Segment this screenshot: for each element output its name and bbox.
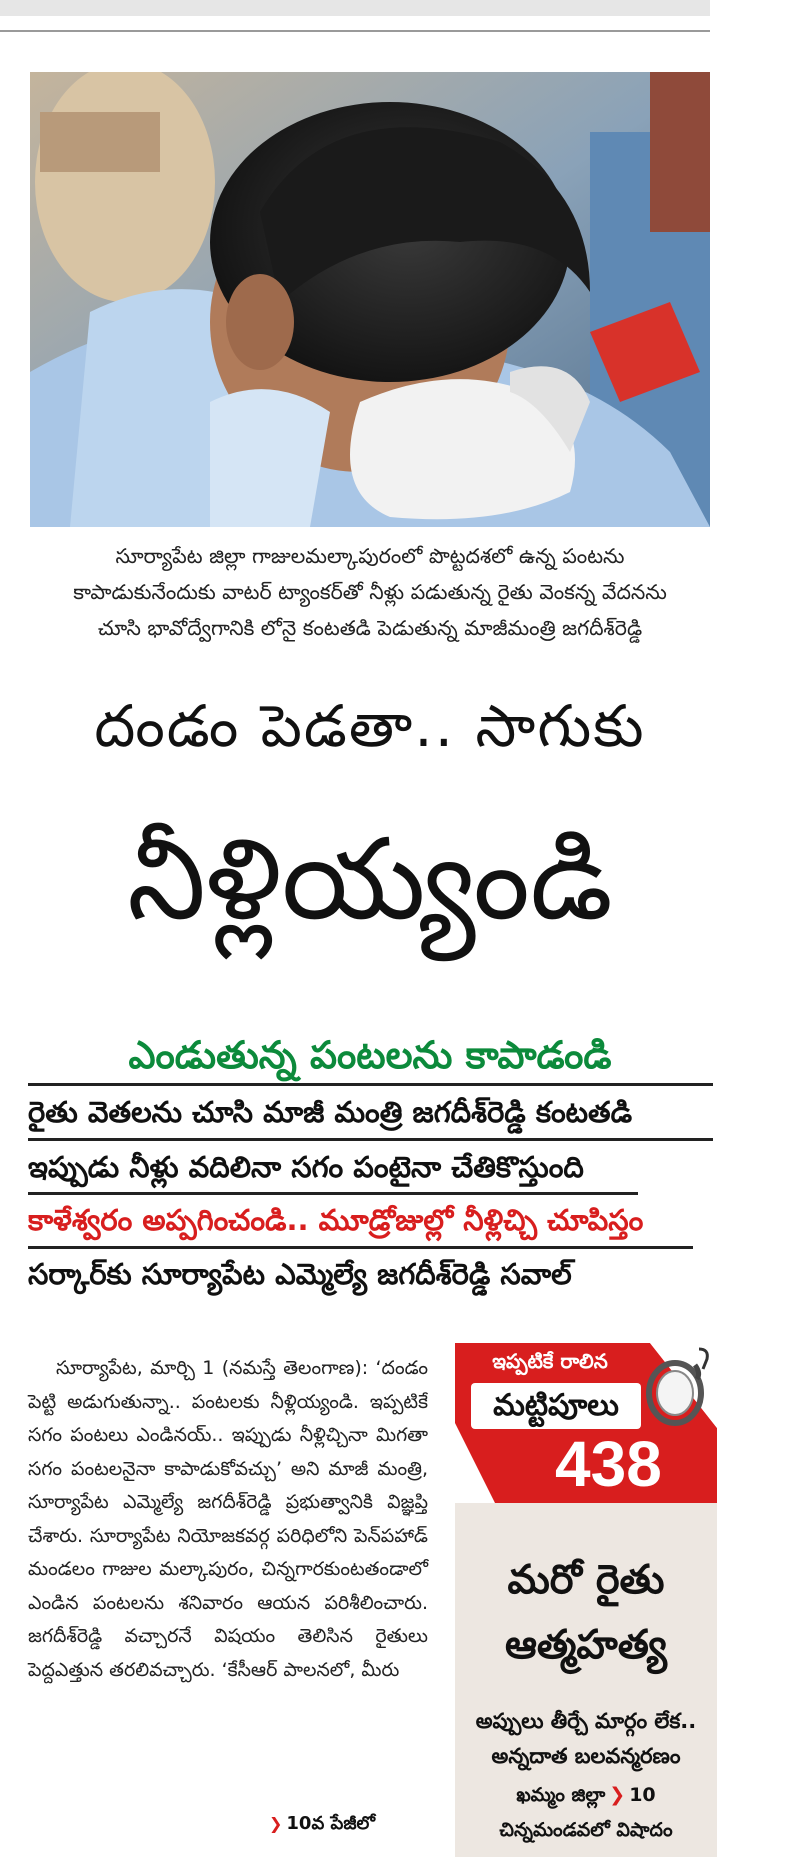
deck-divider — [28, 1192, 638, 1195]
box-label-1: ఇప్పటికే రాలిన — [492, 1349, 608, 1373]
headline-line-1: దండం పెడతా.. సాగుకు — [94, 692, 646, 760]
photo-caption — [30, 538, 710, 646]
continue-arrow-icon: ❯ — [269, 1814, 283, 1833]
deck-line-4: సర్కార్‌కు సూర్యాపేట ఎమ్మెల్యే జగదీశ్‌రెడ్డి సవాల్ — [28, 1257, 572, 1291]
article-body — [28, 1352, 428, 1687]
news-photo — [30, 72, 710, 527]
panel-title-1: మరో రైతు — [507, 1557, 665, 1603]
caption-line: సూర్యాపేట జిల్లా గాజులమల్కాపురంలో పొట్టదశలో ఉన్న పంటను — [115, 544, 625, 568]
caption-line: చూసి భావోద్వేగానికి లోనై కంటతడి పెడుతున్న మాజీమంత్రి జగదీశ్‌రెడ్డి — [97, 616, 643, 640]
panel-subtitle-1: అప్పులు తీర్చే మార్గం లేక.. — [475, 1709, 697, 1733]
page-arrow-icon: ❯ — [609, 1784, 626, 1806]
continued-page-text: 10వ పేజీలో — [286, 1813, 375, 1834]
deck-divider — [28, 1246, 693, 1249]
headline-line-2: నీళ్లియ్యండి — [127, 815, 613, 945]
caption-line: కాపాడుకునేందుకు వాటర్ ట్యాంకర్‌తో నీళ్లు పడుతున్న రైతు వెంకన్న వేదనను — [73, 580, 667, 604]
continued-reference — [269, 1813, 375, 1838]
page-top-band — [0, 0, 710, 16]
panel-location: చిన్నమండవలో విషాదం — [499, 1819, 673, 1841]
article-paragraph: సూర్యాపేట, మార్చి 1 (నమస్తే తెలంగాణ): ‘దండం పెట్టి అడుగుతున్నా.. పంటలకు నీళ్లియ్యండి. ఇప్పటికే సగం పంటలు ఎండినయ్‌.. ఇప్పుడు నీళ్లిచ్చినా మిగతా సగం పంటలనైనా కాపాడుకోవచ్చు’ అని మాజీ మంత్రి, సూర్యాపేట ఎమ్మెల్యే జగదీశ్‌రెడ్డి ప్రభుత్వానికి విజ్ఞప్తి చేశారు. సూర్యాపేట నియోజకవర్గ పరిధిలోని పెన్‌పహాడ్‌ మండలం గాజుల మల్కాపురం, చిన్నగారకుంటతండాలో ఎండిన పంటలను శనివారం ఆయన పరిశీలించారు. జగదీశ్‌రెడ్డి వచ్చారనే విషయం తెలిసిన రైతులు పెద్దఎత్తున తరలివచ్చారు. ‘కేసీఆర్‌ పాలనలో, మీరు — [28, 1357, 428, 1681]
deck-divider — [28, 1138, 713, 1141]
deck-line-3: కాళేశ్వరం అప్పగించండి.. మూడ్రోజుల్లో నీళ్లిచ్చి చూపిస్తం — [28, 1203, 644, 1237]
deck-divider — [28, 1083, 713, 1086]
noose-icon — [637, 1345, 715, 1429]
panel-subtitle-2: అన్నదాత బలవన్మరణం — [491, 1744, 681, 1768]
panel-page-reference — [455, 1780, 717, 1810]
farm-deaths-box — [455, 1343, 717, 1503]
death-count: 438 — [555, 1428, 662, 1500]
panel-ref-text: ఖమ్మం జిల్లా — [516, 1784, 606, 1806]
deck-line-1: రైతు వెతలను చూసి మాజీ మంత్రి జగదీశ్‌రెడ్డి కంటతడి — [28, 1095, 633, 1129]
panel-title-2: ఆత్మహత్య — [505, 1622, 667, 1668]
top-divider — [0, 30, 710, 32]
panel-ref-page: 10 — [629, 1784, 656, 1806]
subheadline: ఎండుతున్న పంటలను కాపాడండి — [128, 1033, 612, 1077]
deck-line-2: ఇప్పుడు నీళ్లు వదిలినా సగం పంటైనా చేతికొస్తుంది — [28, 1150, 584, 1184]
box-label-2: మట్టిపూలు — [471, 1383, 641, 1429]
